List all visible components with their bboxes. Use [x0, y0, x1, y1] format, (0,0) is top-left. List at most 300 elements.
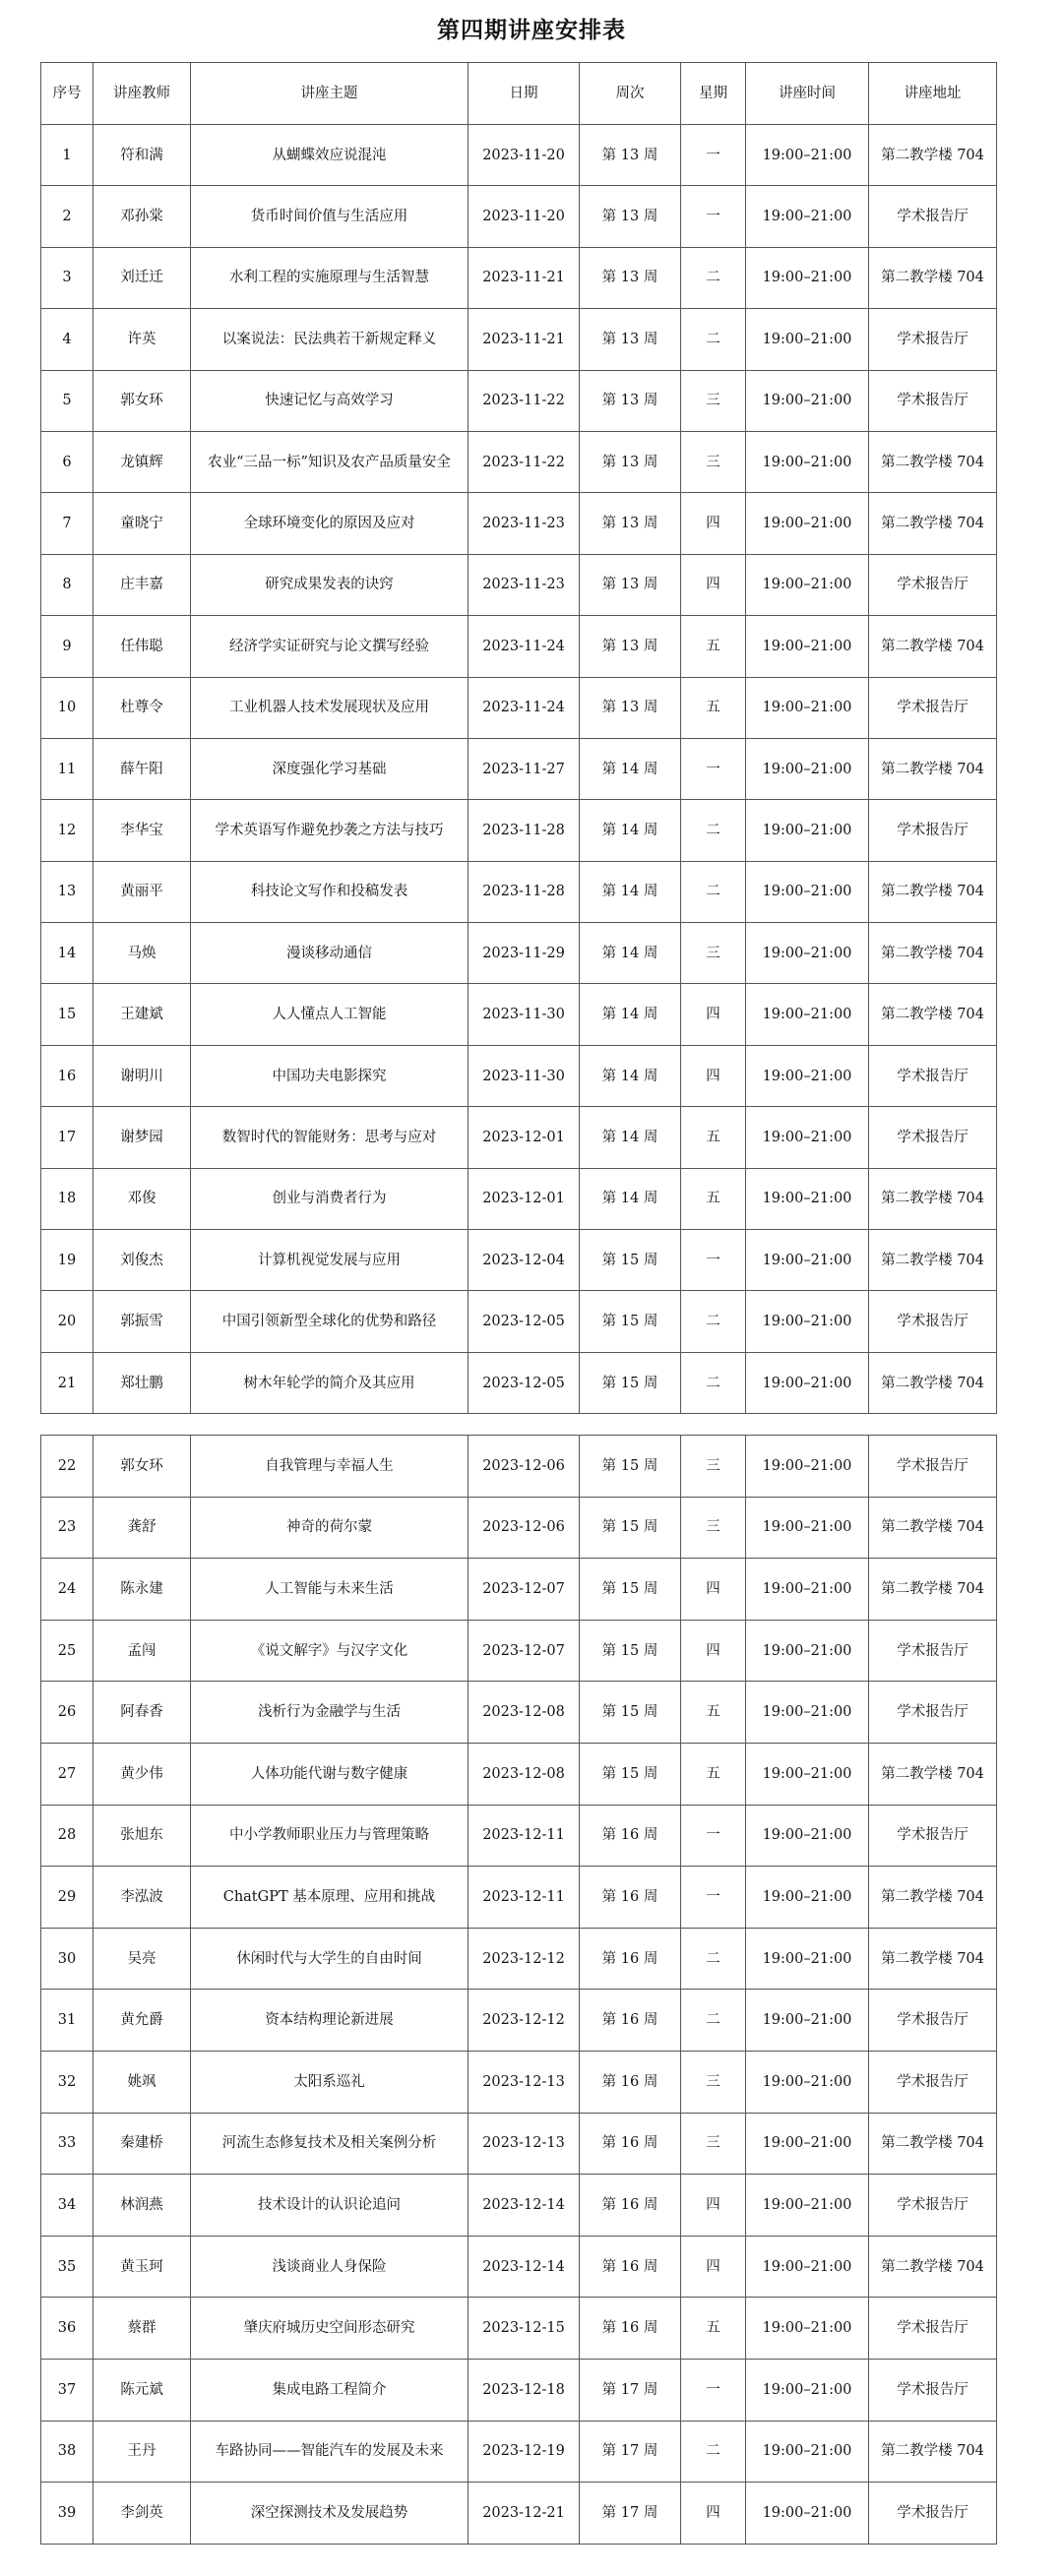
header-time: 讲座时间	[746, 63, 869, 125]
cell-index: 6	[41, 431, 94, 492]
cell-teacher: 孟闯	[94, 1620, 191, 1682]
cell-week: 第 13 周	[580, 431, 681, 492]
cell-weekday: 二	[681, 861, 746, 922]
table-row	[41, 1352, 997, 1413]
cell-date: 2023-12-12	[469, 1928, 580, 1990]
cell-time: 19:00–21:00	[746, 616, 869, 677]
cell-date: 2023-11-22	[469, 370, 580, 431]
cell-location: 第二教学楼 704	[869, 1352, 997, 1413]
cell-index: 28	[41, 1805, 94, 1867]
cell-time: 19:00–21:00	[746, 1352, 869, 1413]
cell-week: 第 15 周	[580, 1352, 681, 1413]
cell-topic: 集成电路工程简介	[191, 2359, 469, 2421]
cell-time: 19:00–21:00	[746, 2236, 869, 2298]
cell-teacher: 秦建桥	[94, 2113, 191, 2175]
cell-date: 2023-11-27	[469, 738, 580, 799]
cell-weekday: 二	[681, 2421, 746, 2483]
cell-week: 第 16 周	[580, 1805, 681, 1867]
cell-topic: 河流生态修复技术及相关案例分析	[191, 2113, 469, 2175]
cell-date: 2023-12-07	[469, 1620, 580, 1682]
cell-index: 39	[41, 2483, 94, 2545]
cell-topic: 技术设计的认识论追问	[191, 2175, 469, 2237]
cell-teacher: 王建斌	[94, 984, 191, 1045]
header-index: 序号	[41, 63, 94, 125]
cell-date: 2023-11-30	[469, 1045, 580, 1106]
cell-time: 19:00–21:00	[746, 2113, 869, 2175]
cell-topic: 人体功能代谢与数字健康	[191, 1743, 469, 1805]
cell-teacher: 李剑英	[94, 2483, 191, 2545]
cell-week: 第 14 周	[580, 1107, 681, 1168]
cell-date: 2023-12-13	[469, 2051, 580, 2113]
cell-location: 第二教学楼 704	[869, 923, 997, 984]
cell-teacher: 黄允爵	[94, 1990, 191, 2052]
cell-time: 19:00–21:00	[746, 2359, 869, 2421]
cell-time: 19:00–21:00	[746, 1291, 869, 1352]
cell-teacher: 谢明川	[94, 1045, 191, 1106]
cell-topic: 计算机视觉发展与应用	[191, 1230, 469, 1291]
cell-index: 1	[41, 125, 94, 186]
cell-index: 25	[41, 1620, 94, 1682]
cell-week: 第 13 周	[580, 677, 681, 738]
cell-location: 学术报告厅	[869, 1682, 997, 1744]
cell-week: 第 15 周	[580, 1743, 681, 1805]
table-row	[41, 1867, 997, 1929]
cell-index: 8	[41, 554, 94, 615]
cell-date: 2023-11-23	[469, 554, 580, 615]
cell-weekday: 四	[681, 2175, 746, 2237]
cell-week: 第 16 周	[580, 2113, 681, 2175]
table-row	[41, 1559, 997, 1621]
cell-week: 第 16 周	[580, 2298, 681, 2360]
cell-teacher: 邓俊	[94, 1168, 191, 1229]
table-row	[41, 2236, 997, 2298]
cell-teacher: 姚飒	[94, 2051, 191, 2113]
cell-date: 2023-12-21	[469, 2483, 580, 2545]
cell-topic: 科技论文写作和投稿发表	[191, 861, 469, 922]
header-teacher: 讲座教师	[94, 63, 191, 125]
table-row	[41, 554, 997, 615]
cell-teacher: 符和满	[94, 125, 191, 186]
cell-date: 2023-12-12	[469, 1990, 580, 2052]
cell-week: 第 13 周	[580, 370, 681, 431]
cell-weekday: 二	[681, 1990, 746, 2052]
header-weekday: 星期	[681, 63, 746, 125]
table-row	[41, 247, 997, 308]
cell-date: 2023-11-24	[469, 677, 580, 738]
cell-weekday: 五	[681, 1743, 746, 1805]
cell-location: 第二教学楼 704	[869, 431, 997, 492]
cell-location: 第二教学楼 704	[869, 493, 997, 554]
cell-weekday: 四	[681, 2483, 746, 2545]
cell-time: 19:00–21:00	[746, 1436, 869, 1498]
cell-topic: 人人懂点人工智能	[191, 984, 469, 1045]
cell-week: 第 16 周	[580, 2051, 681, 2113]
cell-location: 第二教学楼 704	[869, 247, 997, 308]
cell-weekday: 二	[681, 1291, 746, 1352]
cell-teacher: 黄丽平	[94, 861, 191, 922]
cell-date: 2023-12-01	[469, 1168, 580, 1229]
cell-date: 2023-11-23	[469, 493, 580, 554]
table-row	[41, 1497, 997, 1559]
cell-date: 2023-11-20	[469, 186, 580, 247]
cell-location: 第二教学楼 704	[869, 738, 997, 799]
cell-time: 19:00–21:00	[746, 370, 869, 431]
header-topic: 讲座主题	[191, 63, 469, 125]
cell-teacher: 刘迁迁	[94, 247, 191, 308]
table-row	[41, 1743, 997, 1805]
cell-time: 19:00–21:00	[746, 738, 869, 799]
cell-teacher: 龚舒	[94, 1497, 191, 1559]
cell-location: 第二教学楼 704	[869, 2236, 997, 2298]
cell-index: 19	[41, 1230, 94, 1291]
header-date: 日期	[469, 63, 580, 125]
cell-weekday: 一	[681, 125, 746, 186]
cell-topic: 浅谈商业人身保险	[191, 2236, 469, 2298]
cell-weekday: 二	[681, 1928, 746, 1990]
table-row	[41, 1620, 997, 1682]
cell-weekday: 二	[681, 309, 746, 370]
cell-topic: 《说文解字》与汉字文化	[191, 1620, 469, 1682]
cell-index: 35	[41, 2236, 94, 2298]
cell-teacher: 李泓波	[94, 1867, 191, 1929]
cell-location: 学术报告厅	[869, 2051, 997, 2113]
cell-week: 第 15 周	[580, 1230, 681, 1291]
cell-teacher: 王丹	[94, 2421, 191, 2483]
page-title: 第四期讲座安排表	[437, 17, 626, 43]
cell-weekday: 五	[681, 1168, 746, 1229]
cell-topic: 货币时间价值与生活应用	[191, 186, 469, 247]
cell-date: 2023-12-07	[469, 1559, 580, 1621]
cell-topic: 深度强化学习基础	[191, 738, 469, 799]
cell-location: 学术报告厅	[869, 1291, 997, 1352]
cell-teacher: 郭振雪	[94, 1291, 191, 1352]
cell-time: 19:00–21:00	[746, 984, 869, 1045]
cell-weekday: 四	[681, 984, 746, 1045]
cell-topic: 从蝴蝶效应说混沌	[191, 125, 469, 186]
cell-location: 第二教学楼 704	[869, 2421, 997, 2483]
table-row	[41, 923, 997, 984]
table-body-part-2	[41, 1436, 997, 2545]
cell-index: 38	[41, 2421, 94, 2483]
table-row	[41, 1230, 997, 1291]
cell-week: 第 16 周	[580, 2175, 681, 2237]
cell-weekday: 四	[681, 1620, 746, 1682]
table-row	[41, 800, 997, 861]
cell-weekday: 五	[681, 1107, 746, 1168]
table-row	[41, 1291, 997, 1352]
cell-week: 第 13 周	[580, 247, 681, 308]
cell-index: 17	[41, 1107, 94, 1168]
table-row	[41, 370, 997, 431]
table-row	[41, 861, 997, 922]
cell-location: 学术报告厅	[869, 1620, 997, 1682]
cell-index: 7	[41, 493, 94, 554]
cell-location: 第二教学楼 704	[869, 861, 997, 922]
cell-teacher: 谢梦园	[94, 1107, 191, 1168]
cell-week: 第 17 周	[580, 2483, 681, 2545]
cell-week: 第 14 周	[580, 800, 681, 861]
cell-teacher: 郭女环	[94, 1436, 191, 1498]
table-row	[41, 2113, 997, 2175]
cell-week: 第 13 周	[580, 493, 681, 554]
cell-date: 2023-12-05	[469, 1291, 580, 1352]
cell-time: 19:00–21:00	[746, 1682, 869, 1744]
cell-index: 34	[41, 2175, 94, 2237]
cell-topic: 数智时代的智能财务：思考与应对	[191, 1107, 469, 1168]
cell-weekday: 一	[681, 1230, 746, 1291]
cell-week: 第 15 周	[580, 1436, 681, 1498]
cell-topic: 深空探测技术及发展趋势	[191, 2483, 469, 2545]
cell-date: 2023-12-13	[469, 2113, 580, 2175]
cell-location: 第二教学楼 704	[869, 1559, 997, 1621]
cell-time: 19:00–21:00	[746, 247, 869, 308]
cell-topic: 人工智能与未来生活	[191, 1559, 469, 1621]
table-row	[41, 616, 997, 677]
cell-date: 2023-12-08	[469, 1682, 580, 1744]
cell-location: 学术报告厅	[869, 186, 997, 247]
table-row	[41, 1168, 997, 1229]
cell-weekday: 一	[681, 186, 746, 247]
cell-location: 第二教学楼 704	[869, 1230, 997, 1291]
cell-time: 19:00–21:00	[746, 2483, 869, 2545]
cell-teacher: 郑壮鹏	[94, 1352, 191, 1413]
cell-time: 19:00–21:00	[746, 431, 869, 492]
cell-location: 第二教学楼 704	[869, 1928, 997, 1990]
cell-location: 第二教学楼 704	[869, 616, 997, 677]
cell-weekday: 四	[681, 554, 746, 615]
cell-weekday: 四	[681, 1045, 746, 1106]
cell-topic: 中国引领新型全球化的优势和路径	[191, 1291, 469, 1352]
cell-teacher: 吴亮	[94, 1928, 191, 1990]
cell-index: 11	[41, 738, 94, 799]
cell-weekday: 二	[681, 1352, 746, 1413]
cell-weekday: 一	[681, 738, 746, 799]
table-row	[41, 1682, 997, 1744]
cell-weekday: 一	[681, 1805, 746, 1867]
cell-weekday: 四	[681, 493, 746, 554]
cell-location: 第二教学楼 704	[869, 1168, 997, 1229]
cell-teacher: 林润燕	[94, 2175, 191, 2237]
cell-teacher: 薛午阳	[94, 738, 191, 799]
cell-location: 学术报告厅	[869, 2298, 997, 2360]
cell-index: 9	[41, 616, 94, 677]
cell-location: 学术报告厅	[869, 1990, 997, 2052]
cell-index: 23	[41, 1497, 94, 1559]
cell-week: 第 13 周	[580, 616, 681, 677]
cell-teacher: 任伟聪	[94, 616, 191, 677]
cell-time: 19:00–21:00	[746, 1107, 869, 1168]
cell-topic: ChatGPT 基本原理、应用和挑战	[191, 1867, 469, 1929]
cell-time: 19:00–21:00	[746, 493, 869, 554]
table-body-part-1	[41, 125, 997, 1414]
table-row	[41, 984, 997, 1045]
cell-teacher: 郭女环	[94, 370, 191, 431]
cell-topic: 农业“三品一标”知识及农产品质量安全	[191, 431, 469, 492]
cell-index: 37	[41, 2359, 94, 2421]
cell-week: 第 13 周	[580, 309, 681, 370]
cell-index: 12	[41, 800, 94, 861]
cell-date: 2023-11-28	[469, 861, 580, 922]
cell-location: 学术报告厅	[869, 1107, 997, 1168]
cell-location: 第二教学楼 704	[869, 125, 997, 186]
cell-index: 30	[41, 1928, 94, 1990]
cell-index: 5	[41, 370, 94, 431]
cell-week: 第 16 周	[580, 1867, 681, 1929]
cell-index: 10	[41, 677, 94, 738]
cell-topic: 水利工程的实施原理与生活智慧	[191, 247, 469, 308]
cell-index: 20	[41, 1291, 94, 1352]
cell-weekday: 三	[681, 923, 746, 984]
table-row	[41, 738, 997, 799]
cell-topic: 漫谈移动通信	[191, 923, 469, 984]
cell-weekday: 五	[681, 616, 746, 677]
cell-topic: 中小学教师职业压力与管理策略	[191, 1805, 469, 1867]
cell-teacher: 黄玉珂	[94, 2236, 191, 2298]
cell-topic: 以案说法：民法典若干新规定释义	[191, 309, 469, 370]
table-row	[41, 1436, 997, 1498]
table-row	[41, 125, 997, 186]
cell-topic: 神奇的荷尔蒙	[191, 1497, 469, 1559]
table-header-row	[41, 63, 997, 125]
cell-date: 2023-12-06	[469, 1497, 580, 1559]
cell-date: 2023-11-21	[469, 247, 580, 308]
table-row	[41, 2483, 997, 2545]
cell-time: 19:00–21:00	[746, 2421, 869, 2483]
cell-index: 2	[41, 186, 94, 247]
cell-topic: 经济学实证研究与论文撰写经验	[191, 616, 469, 677]
table-row	[41, 1805, 997, 1867]
cell-weekday: 三	[681, 2113, 746, 2175]
table-row	[41, 1928, 997, 1990]
cell-index: 31	[41, 1990, 94, 2052]
cell-topic: 树木年轮学的简介及其应用	[191, 1352, 469, 1413]
cell-index: 22	[41, 1436, 94, 1498]
cell-location: 第二教学楼 704	[869, 2113, 997, 2175]
cell-index: 21	[41, 1352, 94, 1413]
cell-topic: 快速记忆与高效学习	[191, 370, 469, 431]
cell-week: 第 14 周	[580, 861, 681, 922]
cell-teacher: 庄丰嘉	[94, 554, 191, 615]
cell-time: 19:00–21:00	[746, 1867, 869, 1929]
cell-teacher: 陈元斌	[94, 2359, 191, 2421]
cell-time: 19:00–21:00	[746, 1045, 869, 1106]
cell-topic: 中国功夫电影探究	[191, 1045, 469, 1106]
cell-time: 19:00–21:00	[746, 1928, 869, 1990]
cell-teacher: 李华宝	[94, 800, 191, 861]
cell-index: 26	[41, 1682, 94, 1744]
cell-teacher: 龙镇辉	[94, 431, 191, 492]
cell-time: 19:00–21:00	[746, 309, 869, 370]
cell-location: 学术报告厅	[869, 2175, 997, 2237]
cell-time: 19:00–21:00	[746, 125, 869, 186]
cell-date: 2023-12-06	[469, 1436, 580, 1498]
cell-week: 第 15 周	[580, 1497, 681, 1559]
cell-date: 2023-12-11	[469, 1805, 580, 1867]
cell-location: 学术报告厅	[869, 677, 997, 738]
cell-week: 第 15 周	[580, 1559, 681, 1621]
cell-week: 第 17 周	[580, 2421, 681, 2483]
cell-time: 19:00–21:00	[746, 1805, 869, 1867]
cell-week: 第 14 周	[580, 1045, 681, 1106]
cell-date: 2023-12-18	[469, 2359, 580, 2421]
cell-index: 15	[41, 984, 94, 1045]
cell-week: 第 14 周	[580, 984, 681, 1045]
cell-location: 学术报告厅	[869, 800, 997, 861]
cell-location: 第二教学楼 704	[869, 1497, 997, 1559]
cell-weekday: 四	[681, 1559, 746, 1621]
cell-index: 18	[41, 1168, 94, 1229]
cell-date: 2023-12-08	[469, 1743, 580, 1805]
cell-week: 第 16 周	[580, 1928, 681, 1990]
cell-topic: 休闲时代与大学生的自由时间	[191, 1928, 469, 1990]
cell-location: 第二教学楼 704	[869, 984, 997, 1045]
cell-index: 13	[41, 861, 94, 922]
cell-time: 19:00–21:00	[746, 923, 869, 984]
cell-date: 2023-12-05	[469, 1352, 580, 1413]
cell-topic: 全球环境变化的原因及应对	[191, 493, 469, 554]
cell-weekday: 三	[681, 1497, 746, 1559]
cell-topic: 车路协同——智能汽车的发展及未来	[191, 2421, 469, 2483]
table-row	[41, 2051, 997, 2113]
cell-topic: 资本结构理论新进展	[191, 1990, 469, 2052]
cell-teacher: 张旭东	[94, 1805, 191, 1867]
cell-weekday: 四	[681, 2236, 746, 2298]
table-row	[41, 186, 997, 247]
table-row	[41, 2421, 997, 2483]
table-row	[41, 1990, 997, 2052]
cell-week: 第 15 周	[580, 1620, 681, 1682]
cell-week: 第 14 周	[580, 923, 681, 984]
cell-teacher: 童晓宁	[94, 493, 191, 554]
cell-week: 第 17 周	[580, 2359, 681, 2421]
cell-time: 19:00–21:00	[746, 861, 869, 922]
cell-date: 2023-11-22	[469, 431, 580, 492]
cell-index: 14	[41, 923, 94, 984]
cell-location: 学术报告厅	[869, 554, 997, 615]
cell-location: 学术报告厅	[869, 1805, 997, 1867]
cell-weekday: 一	[681, 2359, 746, 2421]
cell-week: 第 16 周	[580, 1990, 681, 2052]
table-row	[41, 2298, 997, 2360]
cell-week: 第 16 周	[580, 2236, 681, 2298]
cell-index: 27	[41, 1743, 94, 1805]
cell-teacher: 蔡群	[94, 2298, 191, 2360]
cell-date: 2023-12-19	[469, 2421, 580, 2483]
cell-weekday: 五	[681, 2298, 746, 2360]
cell-date: 2023-11-21	[469, 309, 580, 370]
cell-location: 学术报告厅	[869, 309, 997, 370]
cell-time: 19:00–21:00	[746, 2175, 869, 2237]
cell-location: 学术报告厅	[869, 370, 997, 431]
cell-date: 2023-12-14	[469, 2175, 580, 2237]
table-row	[41, 431, 997, 492]
cell-index: 24	[41, 1559, 94, 1621]
cell-weekday: 五	[681, 677, 746, 738]
schedule-table-part-2	[40, 1435, 997, 2545]
cell-time: 19:00–21:00	[746, 2298, 869, 2360]
cell-teacher: 许英	[94, 309, 191, 370]
cell-week: 第 15 周	[580, 1682, 681, 1744]
cell-date: 2023-11-30	[469, 984, 580, 1045]
cell-week: 第 14 周	[580, 738, 681, 799]
cell-index: 33	[41, 2113, 94, 2175]
cell-topic: 肇庆府城历史空间形态研究	[191, 2298, 469, 2360]
cell-week: 第 13 周	[580, 554, 681, 615]
cell-date: 2023-11-20	[469, 125, 580, 186]
cell-week: 第 15 周	[580, 1291, 681, 1352]
cell-topic: 创业与消费者行为	[191, 1168, 469, 1229]
cell-topic: 工业机器人技术发展现状及应用	[191, 677, 469, 738]
